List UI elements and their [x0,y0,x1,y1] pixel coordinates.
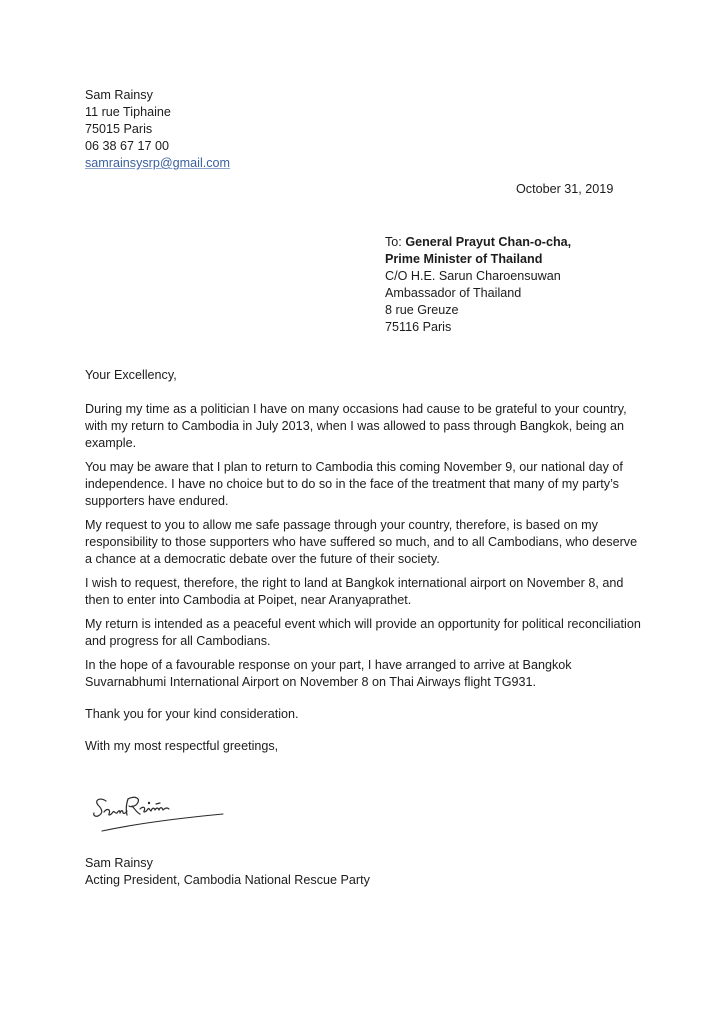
body-paragraph: In the hope of a favourable response on your part, I have arranged to arrive at Bangkok Suvarnabhumi International Airport on November 8 on Thai Airways flight TG931. [85,658,572,689]
closing-greeting: With my most respectful greetings, [85,739,279,753]
letter-date: October 31, 2019 [516,182,614,196]
recipient-title: Prime Minister of Thailand [385,252,543,266]
signature-drawing [90,787,230,837]
recipient-address-line2: 75116 Paris [385,320,452,334]
salutation: Your Excellency, [85,368,177,382]
thanks-line: Thank you for your kind consideration. [85,707,299,721]
body-paragraph: During my time as a politician I have on many occasions had cause to be grateful to your country, with my return to Cambodia in July 2013, when I was allowed to pass through Bangkok, being an example. [85,402,627,450]
sender-phone: 06 38 67 17 00 [85,139,170,153]
signer-block [85,855,370,889]
recipient-to-prefix: To: [385,235,406,249]
handwritten-signature-icon [90,787,230,837]
recipient-name-line [385,234,571,251]
body-paragraph: I wish to request, therefore, the right to land at Bangkok international airport on November 8, and then to enter into Cambodia at Poipet, near Aranyaprathet. [85,576,624,607]
sender-block [85,87,230,172]
body-paragraph: My request to you to allow me safe passage through your country, therefore, is based on my responsibility to those supporters who have suffered so much, and to all Cambodians, who deserve a chance at a democratic debate over the future of their society. [85,518,638,566]
letter-body [85,367,645,755]
recipient-block [385,234,571,336]
body-paragraph: My return is intended as a peaceful event which will provide an opportunity for political reconciliation and progress for all Cambodians. [85,617,641,648]
signer-name: Sam Rainsy [85,856,153,870]
sender-address-line2: 75015 Paris [85,122,153,136]
sender-email-link[interactable]: samrainsysrp@gmail.com [85,156,231,170]
signer-title: Acting President, Cambodia National Rescue Party [85,873,370,887]
recipient-care-of-title: Ambassador of Thailand [385,286,522,300]
recipient-care-of: C/O H.E. Sarun Charoensuwan [385,269,561,283]
sender-address-line1: 11 rue Tiphaine [85,105,171,119]
sender-name: Sam Rainsy [85,88,153,102]
recipient-name: General Prayut Chan-o-cha, [405,235,572,249]
body-paragraph: You may be aware that I plan to return to Cambodia this coming November 9, our national day of independence. I have no choice but to do so in the face of the treatment that many of my party’s supporters have endured. [85,460,623,508]
recipient-address-line1: 8 rue Greuze [385,303,459,317]
